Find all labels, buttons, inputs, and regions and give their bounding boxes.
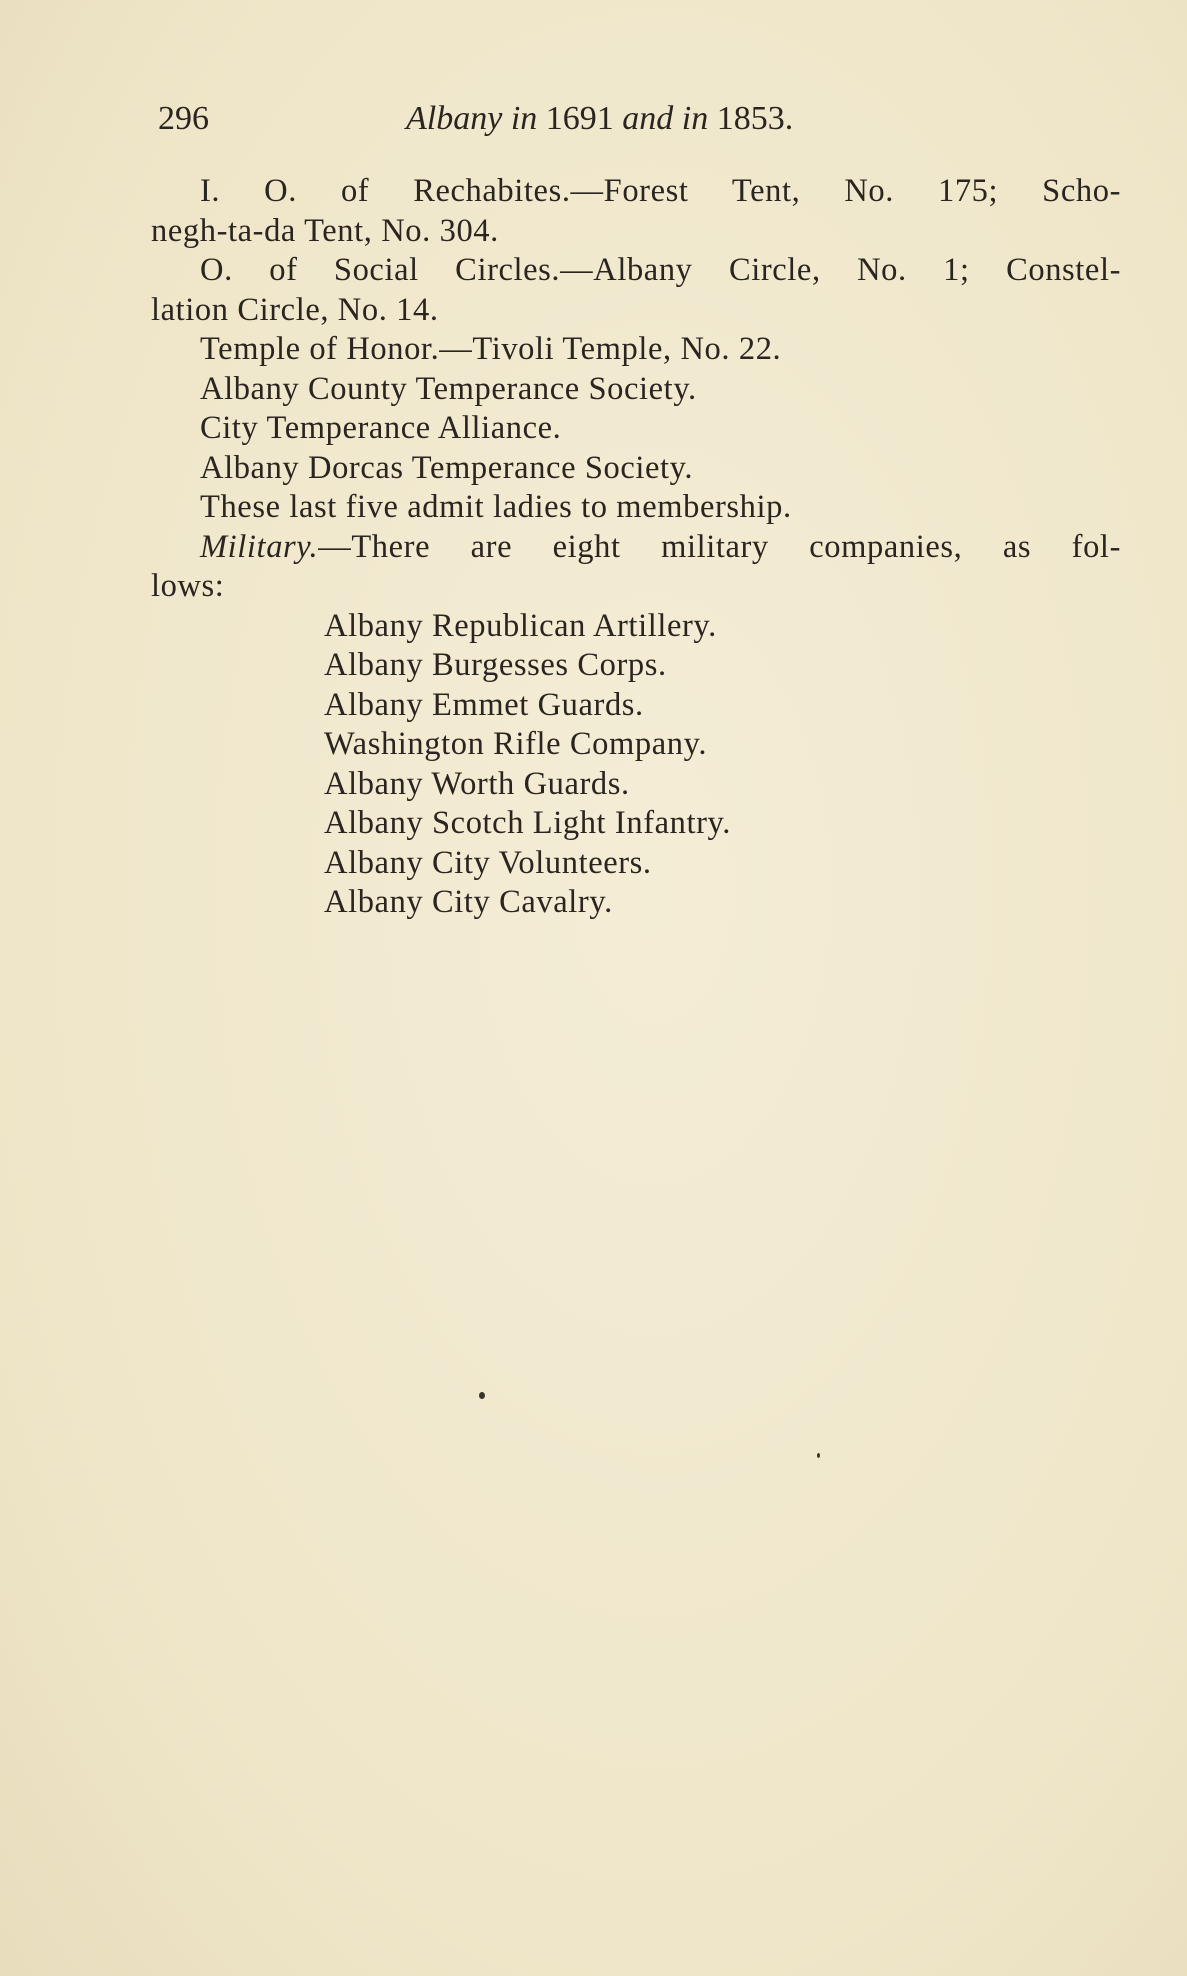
company-item: Albany Republican Artillery. [324,607,717,644]
social-circles-line-2: lation Circle, No. 14. [151,291,439,328]
military-heading: Military. [200,528,319,565]
company-item: Albany Worth Guards. [324,765,630,802]
rechabites-line-2: negh-ta-da Tent, No. 304. [151,212,499,249]
company-item: Albany Burgesses Corps. [324,647,667,683]
title-year-1691: 1691 [545,100,614,137]
company-item: Albany City Volunteers. [324,844,652,881]
ladies-membership-note: These last five admit ladies to membership. [200,489,792,525]
ink-speck [817,1453,820,1458]
title-in-1: in [510,100,538,137]
social-circles-line-1: O. of Social Circles.—Albany Circle, No. 1; Constel- [200,252,1121,288]
ink-speck [479,1392,485,1399]
company-item: Albany Scotch Light Infantry. [324,805,732,841]
company-item: Washington Rifle Company. [324,726,708,762]
running-title [406,96,793,142]
temple-of-honor: Temple of Honor.—Tivoli Temple, No. 22. [200,331,782,367]
dorcas-temperance-society: Albany Dorcas Temperance Society. [200,449,694,486]
military-line-2: lows: [151,568,225,604]
military-line-1 [151,528,1121,568]
page-number: 296 [158,100,209,137]
title-year-1853: 1853. [716,100,794,137]
company-item: Albany City Cavalry. [324,884,613,920]
running-header [158,96,898,142]
title-and: and [622,100,674,137]
body-text [151,172,1131,923]
military-line-1-text: —There are eight military companies, as fol- [318,528,1121,565]
rechabites-line-1: I. O. of Rechabites.—Forest Tent, No. 175; Scho- [200,173,1121,209]
county-temperance-society: Albany County Temperance Society. [200,370,697,407]
city-temperance-alliance: City Temperance Alliance. [200,410,562,446]
title-in-2: in [681,100,709,137]
title-albany: Albany [406,100,503,137]
company-item: Albany Emmet Guards. [324,686,644,723]
